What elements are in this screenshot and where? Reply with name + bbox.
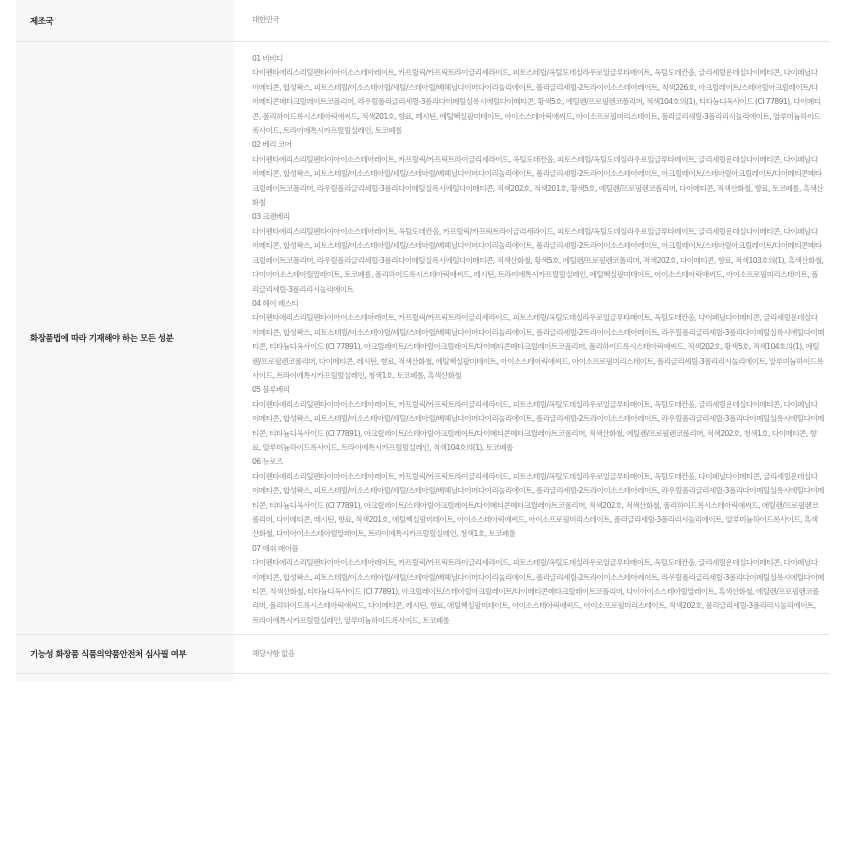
row-label-ingredients: 화장품법에 따라 기재해야 하는 모든 성분: [16, 42, 234, 635]
table-row-country-of-manufacture: [16, 0, 830, 42]
product-shade-name: 01 비비디: [252, 54, 283, 63]
product-block-01: [252, 52, 824, 138]
row-label-country: 제조국: [16, 0, 234, 42]
table-row-functional-review: [16, 635, 830, 674]
row-value-country: 대한민국: [234, 0, 830, 42]
product-shade-name: 02 베리 코어: [252, 140, 292, 150]
product-ingredient-list: 다이펜타에리스리틸펜타이아이소스테아레이트, 카프릴릭/카프릭트라이글리세라이드, 옥틸도데칸올, 피토스테릴/옥틸도데실라우로일글루타메이트, 글리세릴운데실다이메티콘, 다이페닐다이메티콘, 합성왁스, 피토스테릴/이소스테아릴/세틸/스테아릴/베헤닐다이머다이리놀리에이트, 폴리글리세릴-2트라이이소스테아레이트, 아크릴레이트/스테아릴아크릴레이트/다이메티콘메타크릴레이트코폴리머, 라우릴폴리글리세릴-3폴리다이메틸실록시에틸다이메티콘, 적색202호, 적색201호, 황색5호, 에틸렌/프로필렌코폴리머, 다이메티콘, 적색산화철, 향료, 토코페롤, 흑색산화철: [252, 154, 824, 208]
product-ingredient-list: 다이펜타에리스리틸펜타이아이소스테아레이트, 카프릴릭/카프릭트라이글리세라이드, 피토스테릴/옥틸도데실라우로일글루타메이트, 옥틸도데칸올, 글리세릴운데실다이메티콘, 다이페닐다이메티콘, 합성왁스, 피토스테릴/이소스테아릴/세틸/스테아릴/베헤닐다이머다이리놀리에이트, 폴리글리세릴-2트라이이소스테아레이트, 적색226호, 아크릴레이트/스테아릴아크릴레이트/다이메티콘메타크릴레이트코폴리머, 라우릴폴리글리세릴-3폴리다이메틸실록시에틸다이메티콘, 황색5호, 에틸렌/프로필렌코폴리머, 적색104호의(1), 티타늄디옥사이드 (CI 77891), 다이메티콘, 폴리하이드록시스테아릭애씨드, 적색201호, 향료, 레시틴, 에틸헥실팔미테이트, 아이소스테아릭애씨드, 아이소프로필미리스테이트, 폴리글리세릴-3폴리리시놀리에이트, 알루미늄하이드록사이드, 트라이에톡시카프릴릴실레인, 토코페롤: [252, 68, 821, 136]
row-value-next: [234, 674, 830, 683]
product-ingredient-list: 다이펜타에리스리틸펜타이아이소스테아레이트, 카프릴릭/카프릭트라이글리세라이드, 피토스테릴/옥틸도데실라우로일글루타메이트, 옥틸도데칸올, 다이페닐다이메티콘, 글리세릴운데실다이메티콘, 합성왁스, 피토스테릴/이소스테아릴/세틸/스테아릴/베헤닐다이머다이리놀리에이트, 폴리글리세릴-2트라이이소스테아레이트, 라우릴폴리글리세릴-3폴리다이메틸실록시에틸다이메티콘, 티타늄디옥사이드 (CI 77891), 아크릴레이트/스테아릴아크릴레이트/다이메티콘메타크릴레이트코폴리머, 적색202호, 적색산화철, 폴리하이드록시스테아릭애씨드, 에틸렌/프로필렌코폴리머, 다이메티콘, 레시틴, 향료, 적색201호, 에틸헥실팔미테이트, 아이소스테아릭애씨드, 아이소프로필미리스테이트, 폴리글리세릴-3폴리리시놀리에이트, 알루미늄하이드록사이드, 흑색산화철, 다이아이소스테아릴말레이트, 트라이에톡시카프릴릴실레인, 청색1호, 토코페롤: [252, 471, 824, 539]
product-block-07: [252, 542, 824, 628]
product-shade-name: 07 애쉬 메이플: [252, 543, 299, 553]
table-row-next: [16, 674, 830, 683]
product-block-03: [252, 210, 824, 296]
product-ingredient-list: 다이펜타에리스리틸펜타이아이소스테아레이트, 카프릴릭/카프릭트라이글리세라이드, 피토스테릴/옥틸도데실라우로일글루타메이트, 옥틸도데칸올, 다이페닐다이메티콘, 글리세릴운데실다이메티콘, 합성왁스, 피토스테릴/이소스테아릴/세틸/스테아릴/베헤닐다이머다이리놀리에이트, 폴리글리세릴-2트라이이소스테아레이트, 라우릴폴리글리세릴-3폴리다이메틸실록시에틸다이메티콘, 티타늄디옥사이드 (CI 77891), 아크릴레이트/스테아릴아크릴레이트/다이메티콘메타크릴레이트코폴리머, 폴리하이드록시스테아릭애씨드, 적색202호, 황색5호, 적색104호의(1), 에틸렌/프로필렌코폴리머, 다이메티콘, 레시틴, 향료, 적색산화철, 에틸헥실팔미테이트, 아이소스테아릭애씨드, 아이소프로필미리스테이트, 폴리글리세릴-3폴리리시놀리에이트, 알루미늄하이드록사이드, 트라이에톡시카프릴릴실레인, 청색1호, 토코페롤, 흑색산화철: [252, 313, 824, 380]
product-block-06: [252, 455, 824, 541]
row-label-functional-review: 기능성 화장품 식품의약품안전처 심사필 여부: [16, 635, 234, 674]
product-shade-name: 06 뉴로즈: [252, 457, 283, 467]
product-ingredient-list: 다이펜타에리스리틸펜타이아이소스테아레이트, 카프릴릭/카프릭트라이글리세라이드, 피토스테릴/옥틸도데실라우로일글루타메이트, 옥틸도데칸올, 글리세릴운데실다이메티콘, 다이페닐다이메티콘, 합성왁스, 피토스테릴/이소스테아릴/세틸/스테아릴/베헤닐다이머다이리놀리에이트, 폴리글리세릴-2트라이이소스테아레이트, 라우릴폴리글리세릴-3폴리다이메틸실록시에틸다이메티콘, 티타늄디옥사이드 (CI 77891), 아크릴레이트/스테아릴아크릴레이트/다이메티콘메타크릴레이트코폴리머, 적색산화철, 에틸렌/프로필렌코폴리머, 적색202호, 청색1호, 다이메티콘, 향료, 알루미늄하이드록사이드, 트라이에톡시카프릴릴실레인, 적색104호의(1), 토코페롤: [252, 399, 824, 452]
row-label-next: [16, 674, 234, 683]
product-block-04: [252, 297, 824, 383]
product-shade-name: 03 크랜베리: [252, 212, 290, 222]
table-row-all-ingredients: [16, 42, 830, 635]
row-value-ingredients: [234, 42, 830, 635]
product-block-02: [252, 138, 824, 210]
row-value-functional-review: 해당사항 없음: [234, 635, 830, 674]
product-shade-name: 05 블루베리: [252, 385, 290, 395]
product-info-table: [16, 0, 830, 682]
product-ingredient-list: 다이펜타에리스리틸펜타이아이소스테아레이트, 카프릴릭/카프릭트라이글리세라이드, 피토스테릴/옥틸도데실라우로일글루타메이트, 옥틸도데칸올, 글리세릴운데실다이메티콘, 다이페닐다이메티콘, 합성왁스, 피토스테릴/이소스테아릴/세틸/스테아릴/베헤닐다이머다이리놀리에이트, 폴리글리세릴-2트라이이소스테아레이트, 라우릴폴리글리세릴-3폴리다이메틸실록시에틸다이메티콘, 적색산화철, 티타늄디옥사이드 (CI 77891), 아크릴레이트/스테아릴아크릴레이트/다이메티콘메타크릴레이트코폴리머, 다이아이소스테아릴말레이트, 흑색산화철, 에틸렌/프로필렌코폴리머, 폴리하이드록시스테아릭애씨드, 다이메티콘, 레시틴, 향료, 에틸헥실팔미테이트, 아이소스테아릭애씨드, 아이소프로필미리스테이트, 적색202호, 폴리글리세릴-3폴리리시놀리에이트, 트라이에톡시카프릴릴실레인, 알루미늄하이드록사이드, 토코페롤: [252, 558, 824, 625]
product-block-05: [252, 383, 824, 455]
product-ingredient-list: 다이펜타에리스리틸펜타이아이소스테아레이트, 옥틸도데칸올, 카프릴릭/카프릭트라이글리세라이드, 피토스테릴/옥틸도데실라우로일글루타메이트, 글리세릴운데실다이메티콘, 다이페닐다이메티콘, 합성왁스, 피토스테릴/이소스테아릴/세틸/스테아릴/베헤닐다이머다이리놀리에이트, 폴리글리세릴-2트라이이소스테아레이트, 아크릴레이트/스테아릴아크릴레이트/다이메티콘메타크릴레이트코폴리머, 라우릴폴리글리세릴-3폴리다이메틸실록시에틸다이메티콘, 적색산화철, 황색5호, 에틸렌/프로필렌코폴리머, 적색202호, 다이메티콘, 향료, 적색103호의(1), 흑색산화철, 다이아이소스테아릴말레이트, 토코페롤, 폴리하이드록시스테아릭애씨드, 레시틴, 트라이에톡시카프릴릴실레인, 에틸헥실팔미테이트, 아이소스테아릭애씨드, 아이소프로필미리스테이트, 폴리글리세릴-3폴리리시놀리에이트: [252, 226, 824, 294]
product-shade-name: 04 헤이 베스티: [252, 298, 299, 308]
